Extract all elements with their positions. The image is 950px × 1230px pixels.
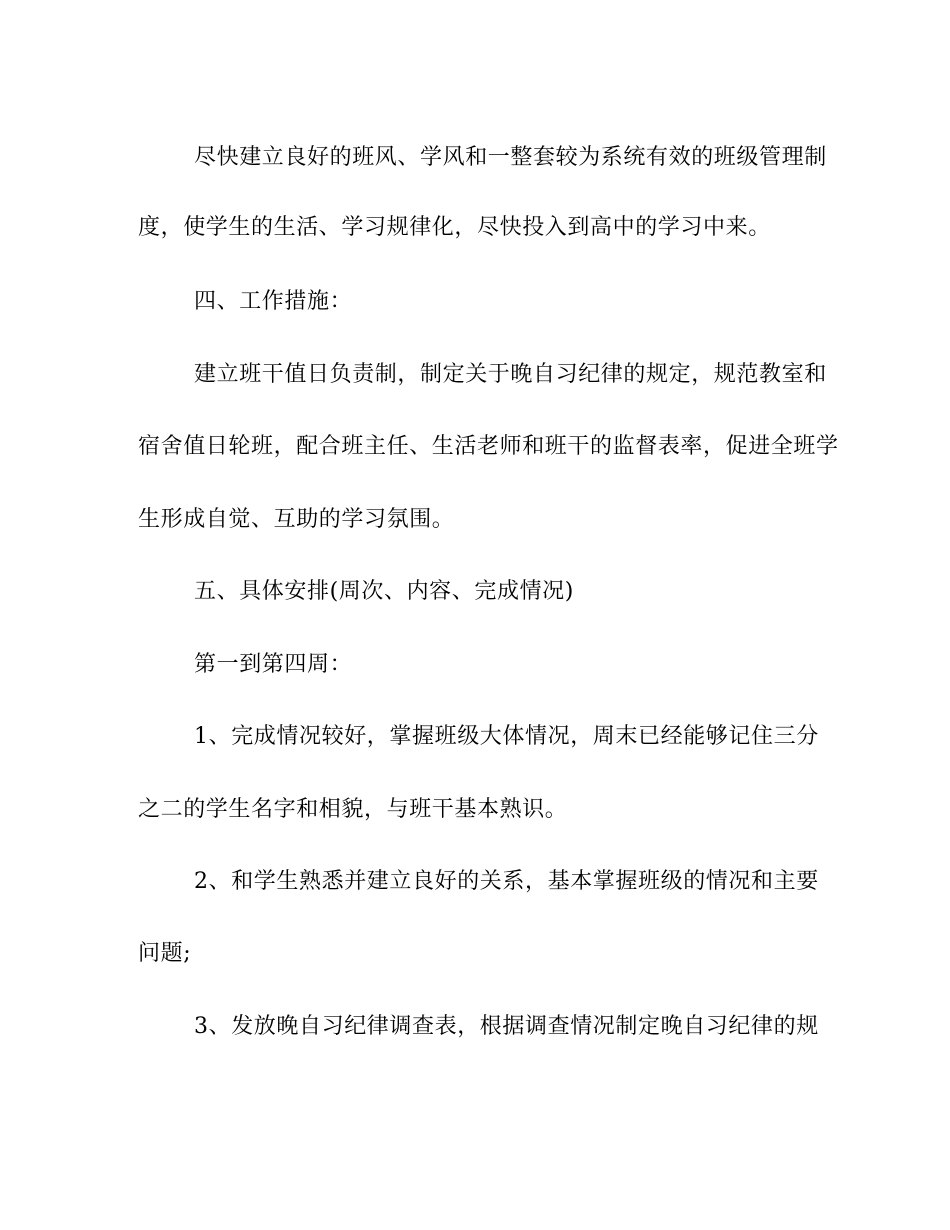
list-item-line: 1、完成情况较好，掌握班级大体情况，周末已经能够记住三分 <box>194 724 819 749</box>
list-item-line: 之二的学生名字和相貌，与班干基本熟识。 <box>138 797 568 822</box>
subsection-heading: 第一到第四周： <box>194 652 353 677</box>
paragraph-line: 度，使学生的生活、学习规律化，尽快投入到高中的学习中来。 <box>138 215 771 240</box>
list-item-line: 3、发放晚自习纪律调查表，根据调查情况制定晚自习纪律的规 <box>194 1014 819 1039</box>
paragraph-line: 建立班干值日负责制，制定关于晚自习纪律的规定，规范教室和 <box>194 362 827 387</box>
section-heading: 四、工作措施： <box>194 289 353 314</box>
paragraph-line: 尽快建立良好的班风、学风和一整套较为系统有效的班级管理制 <box>194 145 827 170</box>
paragraph-line: 生形成自觉、互助的学习氛围。 <box>138 507 455 532</box>
paragraph-line: 宿舍值日轮班，配合班主任、生活老师和班干的监督表率，促进全班学 <box>138 434 839 459</box>
list-item-line: 2、和学生熟悉并建立良好的关系，基本掌握班级的情况和主要 <box>194 869 819 894</box>
list-item-line: 问题; <box>138 941 192 966</box>
section-heading: 五、具体安排(周次、内容、完成情况) <box>194 579 574 604</box>
